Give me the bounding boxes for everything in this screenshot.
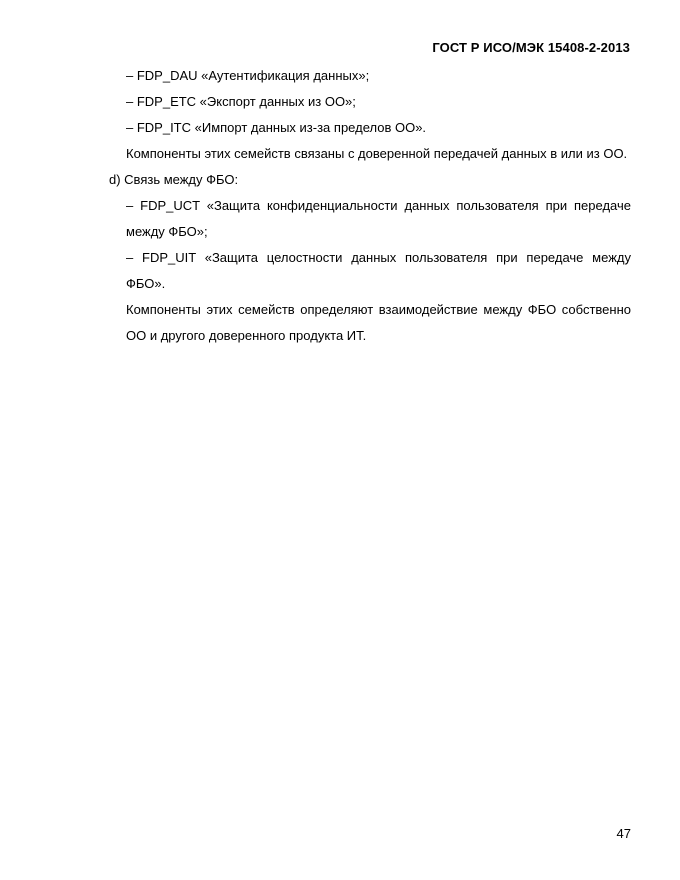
paragraph-interaction: Компоненты этих семейств определяют взаимодействие между ФБО собственно ОО и другого доверенного продукта ИТ.	[126, 302, 631, 343]
list-item-fdp-itc: – FDP_ITC «Импорт данных из-за пределов ОО».	[126, 120, 427, 135]
paragraph-trusted-transfer: Компоненты этих семейств связаны с доверенной передачей данных в или из ОО.	[126, 146, 628, 161]
list-item-fdp-uit: – FDP_UIT «Защита целостности данных пользователя при передаче между ФБО».	[126, 250, 631, 291]
standard-header: ГОСТ Р ИСО/МЭК 15408-2-2013	[432, 40, 630, 55]
page-number: 47	[616, 826, 631, 841]
page-content	[109, 63, 631, 349]
list-item-fdp-dau: – FDP_DAU «Аутентификация данных»;	[126, 68, 370, 83]
section-item-d: d) Связь между ФБО:	[109, 172, 239, 187]
list-item-fdp-etc: – FDP_ETC «Экспорт данных из ОО»;	[126, 94, 356, 109]
list-item-fdp-uct: – FDP_UCT «Защита конфиденциальности данных пользователя при передаче между ФБО»;	[126, 198, 631, 239]
